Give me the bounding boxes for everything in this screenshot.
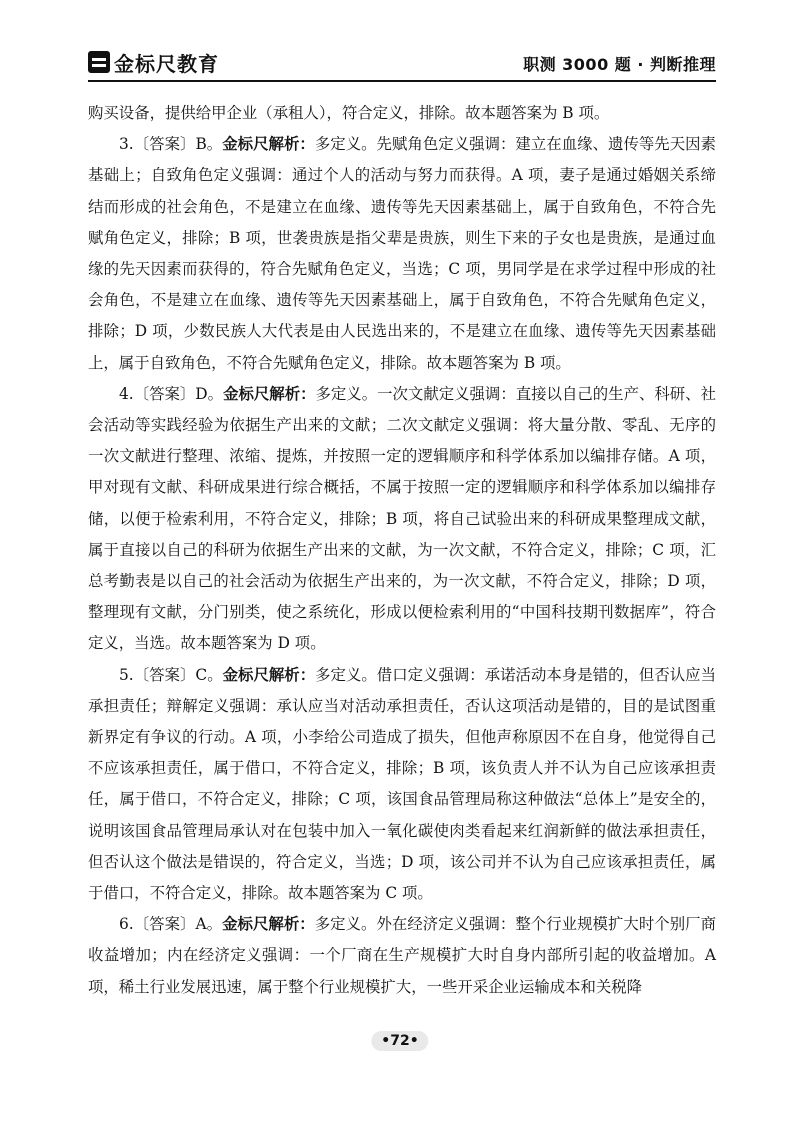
paragraph-body: 多定义。借口定义强调：承诺活动本身是错的，但否认应当承担责任；辩解定义强调：承认应当对活动承担责任，否认这项活动是错的，目的是试图重新界定有争议的行动。A 项，小李给公司造成了损失，但他声称原因不在自身，他觉得自己不应该承担责任，属于借口，不符合定义，排除；B 项，该负责人并不认为自己应该承担责任，属于借口，不符合定义，排除；C 项，该国食品管理局称这种做法“总体上”是安全的，说明该国食品管理局承认对在包装中加入一氧化碳使肉类看起来红润新鲜的做法承担责任，但否认这个做法是错误的，符合定义，当选；D 项，该公司并不认为自己应该承担责任，属于借口，不符合定义，排除。故本题答案为 C 项。: [88, 665, 716, 903]
page-number-dot-left: •: [381, 1033, 391, 1049]
paragraph-body: 购买设备，提供给甲企业（承租人），符合定义，排除。故本题答案为 B 项。: [88, 104, 610, 122]
header-rule: [88, 80, 716, 82]
logo-text: 金标尺教育: [114, 51, 219, 76]
answer-lead: 6.〔答案〕A。: [119, 915, 223, 934]
paragraph-body: 多定义。外在经济定义强调：整个行业规模扩大时个别厂商收益增加；内在经济定义强调：一个厂商在生产规模扩大时自身内部所引起的收益增加。A 项，稀土行业发展迅速，属于整个行业规模扩大，一些开采企业运输成本和关税降: [88, 915, 716, 996]
answer-5: [88, 660, 716, 910]
paragraph-continuation: [88, 98, 716, 129]
page-number-dot-right: •: [409, 1033, 419, 1049]
paragraph-body: 多定义。先赋角色定义强调：建立在血缘、遗传等先天因素基础上；自致角色定义强调：通过个人的活动与努力而获得。A 项，妻子是通过婚姻关系缔结而形成的社会角色，不是建立在血缘、遗传等先天因素基础上，属于自致角色，不符合先赋角色定义，排除；B 项，世袭贵族是指父辈是贵族，则生下来的子女也是贵族，是通过血缘的先天因素而获得的，符合先赋角色定义，当选；C 项，男同学是在求学过程中形成的社会角色，不是建立在血缘、遗传等先天因素基础上，属于自致角色，不符合先赋角色定义，排除；D 项，少数民族人大代表是由人民选出来的，不是建立在血缘、遗传等先天因素基础上，属于自致角色，不符合先赋角色定义，排除。故本题答案为 B 项。: [88, 135, 716, 372]
publisher-logo: [88, 48, 219, 76]
analysis-tag: 金标尺解析：: [223, 384, 316, 403]
answer-6: [88, 909, 716, 1003]
page-number-value: 72: [390, 1033, 410, 1049]
answer-explanations: [88, 98, 716, 1003]
running-title: 职测 3000 题 · 判断推理: [523, 55, 716, 74]
page-header: [88, 46, 716, 82]
answer-lead: 4.〔答案〕D。: [119, 384, 224, 403]
analysis-tag: 金标尺解析：: [222, 665, 316, 684]
paragraph-body: 多定义。一次文献定义强调：直接以自己的生产、科研、社会活动等实践经验为依据生产出来的文献；二次文献定义强调：将大量分散、零乱、无序的一次文献进行整理、浓缩、提炼，并按照一定的逻辑顺序和科学体系加以编排存储。A 项，甲对现有文献、科研成果进行综合概括，不属于按照一定的逻辑顺序和科学体系加以编排存储，以便于检索利用，不符合定义，排除；B 项，将自己试验出来的科研成果整理成文献，属于直接以自己的科研为依据生产出来的文献，为一次文献，不符合定义，排除；C 项，汇总考勤表是以自己的社会活动为依据生产出来的，为一次文献，不符合定义，排除；D 项，整理现有文献，分门别类，使之系统化，形成以便检索利用的“中国科技期刊数据库”，符合定义，当选。故本题答案为 D 项。: [88, 384, 716, 653]
answer-lead: 5.〔答案〕C。: [119, 665, 223, 684]
answer-3: [88, 129, 716, 379]
analysis-tag: 金标尺解析：: [222, 135, 315, 154]
logo-icon: [88, 51, 110, 73]
answer-lead: 3.〔答案〕B。: [119, 135, 223, 154]
analysis-tag: 金标尺解析：: [222, 915, 315, 934]
page-number: [371, 1031, 428, 1051]
answer-4: [88, 379, 716, 660]
